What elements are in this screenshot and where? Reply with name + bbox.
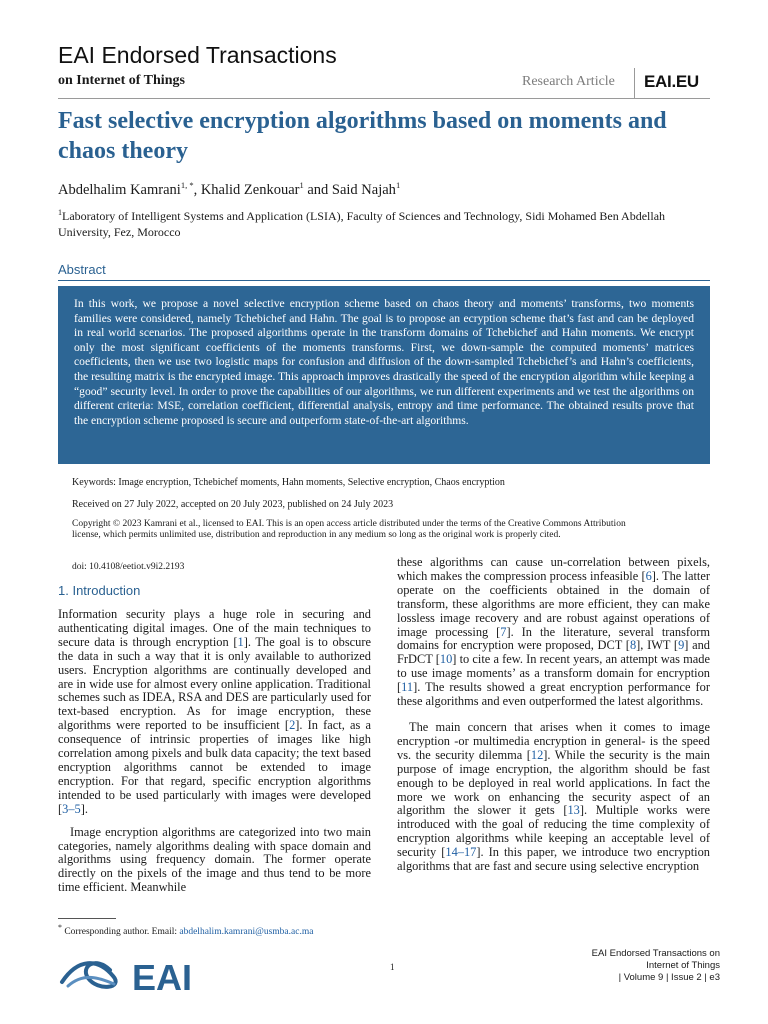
page-number: 1: [390, 962, 395, 972]
footnote-rule: [58, 918, 116, 919]
footnote-label: Corresponding author. Email:: [64, 927, 180, 938]
footer-issue: | Volume 9 | Issue 2 | e3: [618, 972, 720, 983]
citation-link[interactable]: 7: [500, 624, 507, 639]
brand-label: EAI.EU: [644, 72, 699, 91]
footnote-mark: *: [58, 923, 62, 932]
doi[interactable]: doi: 10.4108/eetiot.v9i2.2193: [72, 562, 185, 572]
citation-link[interactable]: 9: [678, 638, 685, 653]
footer-publication: [560, 948, 720, 984]
paragraph-text: ]. In this paper, we introduce two encryption algorithms that are fast and secure using selective encryption: [397, 845, 710, 874]
paper-title: Fast selective encryption algorithms based on moments and chaos theory: [58, 108, 667, 164]
citation-link[interactable]: 2: [289, 718, 296, 733]
paragraph-text: these algorithms can cause un-correlation between pixels, which makes the compression process infeasible [: [397, 555, 710, 583]
abstract-rule: [58, 280, 710, 281]
abstract-heading: Abstract: [58, 262, 106, 277]
author-separator: ,: [193, 181, 201, 198]
citation-link[interactable]: 1: [237, 634, 244, 649]
citation-link[interactable]: 6: [645, 568, 652, 583]
citation-link[interactable]: 8: [629, 638, 637, 653]
author-email-link[interactable]: abdelhalim.kamrani@usmba.ac.ma: [179, 927, 314, 938]
affiliation-sup: 1: [58, 208, 62, 217]
paragraph-text: Information security plays a huge role in securing and authenticating digital images. One of the main techniques to secure data is through encryption [: [58, 607, 371, 649]
footer-journal-line1: EAI Endorsed Transactions on: [591, 948, 720, 959]
paragraph-text: ]. Multiple works were introduced with the goal of reducing the time complexity of encryption algorithms while keeping an acceptable level of security [: [397, 803, 711, 860]
author-name: Said Najah: [331, 181, 396, 198]
paragraph-text: ] to cite a few. In recent years, an attempt was made to use image moments’ as a transform domain for encryption [: [397, 652, 710, 695]
received-dates: Received on 27 July 2022, accepted on 20 July 2023, published on 24 July 2023: [72, 499, 394, 510]
affiliation: [58, 205, 713, 240]
left-column: [58, 608, 371, 904]
paragraph: [397, 721, 710, 874]
keywords: Keywords: Image encryption, Tchebichef moments, Hahn moments, Selective encryption, Chaos encryption: [72, 477, 505, 488]
author-affiliation-sup: 1: [299, 180, 304, 190]
paragraph-text: ] and FrDCT [: [397, 638, 711, 667]
citation-link[interactable]: 14–17: [445, 845, 477, 860]
journal-name: EAI Endorsed Transactions: [58, 42, 337, 68]
author-affiliation-sup: 1: [395, 180, 401, 190]
section-heading-introduction: 1. Introduction: [58, 583, 141, 598]
right-column: [397, 556, 710, 883]
paragraph-text: The main concern that arises when it comes to image encryption -or multimedia encryption in general- is the speed vs. the security dilemma [: [397, 719, 710, 762]
paragraph-text: ].: [80, 801, 88, 816]
paragraph: [58, 826, 371, 896]
header-rule: [58, 98, 710, 99]
copyright-notice: Copyright © 2023 Kamrani et al., licensed to EAI. This is an open access article distributed under the terms of the Creative Commons Attribution license, which permits unlimited use, distribution and reproduction in any medium so long as the original work is properly cited.: [72, 519, 626, 540]
author-list: [58, 180, 400, 199]
paragraph: [58, 608, 371, 817]
logo-text: EAI: [132, 957, 193, 998]
paragraph-text: ]. In fact, as a consequence of intrinsic properties of images like high correlation among pixels and bulk data capacity; the text based encryption algorithms cannot be extended to image encryption. For that regard, specific encryption algorithms intended to be used particularly with images were developed [: [58, 718, 371, 816]
paragraph-text: ]. The goal is to obscure the data in such a way that it is only available to authorized users. Encryption algorithms are continually developed and are in wide use for almost every online application. Traditional schemes such as IDEA, RSA and DES are particularly used for text-based encryption. As for image encryption, these algorithms were reported to be insufficient [: [58, 634, 371, 733]
article-type: Research Article: [522, 74, 615, 89]
footnote: [58, 922, 313, 938]
citation-link[interactable]: 10: [439, 652, 453, 667]
abstract-text: In this work, we propose a novel selective encryption scheme based on chaos theory and moments’ transforms, two moments families were considered, namely Tchebichef and Hahn. The goal is to propose an ecryption scheme that’s fast and can be deployed in real world scenarios. The proposed algorithms operate in the transform domains of Tchebichef and Hahn moments. We encrypt only the most significant coefficients of the moments transforms. First, we down-sample the computed moments’ matrices coefficients, then we use two logistic maps for confusion and diffusion of the down-sampled Tchebichef’s and Hahn’s coefficients, the resulting matrix is the encrypted image. This approach improves drastically the speed of the encryption algorithm while keeping a “good” security level. In order to prove the capabilities of our algorithms, we run different experiments and we test the algorithms on different criteria: MSE, correlation coefficient, differential analysis, entropy and time performance. The obtained results prove that the encryption scheme proposed is secure and outperform state-of-the-art algorithms.: [74, 297, 694, 427]
abstract-box: [58, 286, 710, 464]
author-name: Khalid Zenkouar: [200, 181, 300, 198]
author-name: Abdelhalim Kamrani: [58, 181, 181, 198]
paragraph-text: ]. The latter operate on the coefficients obtained in the domain of transform, these algorithms are more efficient, they can make lossless image recovery and are robust against operations of image processing [: [397, 568, 710, 639]
citation-link[interactable]: 12: [530, 747, 544, 762]
paragraph-text: Image encryption algorithms are categorized into two main categories, namely algorithms dealing with space domain and algorithms using frequency domain. The former operate directly on the pixels of the image and thus tend to be more time efficient. Meanwhile: [58, 824, 371, 895]
author-affiliation-sup: 1, *: [180, 180, 194, 190]
header-divider: [634, 68, 635, 98]
journal-subtitle: on Internet of Things: [58, 73, 185, 88]
citation-link[interactable]: 13: [567, 803, 580, 818]
citation-link[interactable]: 3–5: [62, 801, 81, 816]
paragraph-text: ]. In the literature, several transform domains for encryption were proposed, DCT [: [397, 624, 710, 653]
citation-link[interactable]: 11: [401, 680, 414, 695]
paragraph: [397, 556, 710, 709]
affiliation-text: Laboratory of Intelligent Systems and Application (LSIA), Faculty of Sciences and Technology, Sidi Mohamed Ben Abdellah University, Fez, Morocco: [58, 209, 666, 239]
paragraph-text: ]. While the security is the main purpose of image encryption, the algorithm should be fast enough to be deployed in real world applications. In fact the more we work on enhancing the security aspect of an algorithm the slower it gets [: [397, 747, 710, 818]
paragraph-text: ], IWT [: [636, 638, 679, 653]
eai-logo: [58, 948, 218, 998]
author-separator: and: [303, 181, 332, 198]
footer-journal-line2: Internet of Things: [646, 960, 720, 971]
paragraph-text: ]. The results showed a great encryption performance for these algorithms and even outperformed the latest algorithms.: [397, 680, 710, 709]
